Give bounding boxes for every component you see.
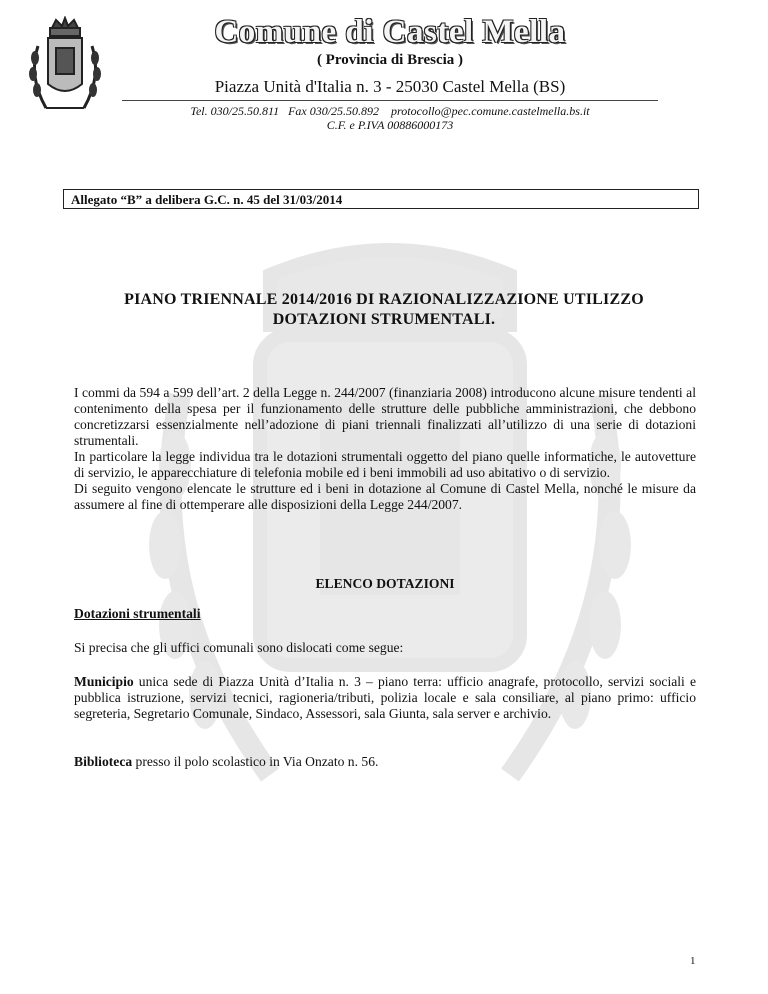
document-title-line-2: DOTAZIONI STRUMENTALI. [272, 311, 496, 328]
contacts-line-tax-code: C.F. e P.IVA 00886000173 [326, 118, 454, 132]
annex-reference-box: Allegato “B” a delibera G.C. n. 45 del 31/03/2014 [63, 189, 699, 209]
header-divider [122, 100, 658, 101]
document-title [70, 290, 698, 330]
address-line: Piazza Unità d'Italia n. 3 - 25030 Castel Mella (BS) [214, 77, 566, 96]
municipality-title: Comune di Castel Mella [214, 14, 566, 50]
intro-sentence-2: In particolare la legge individua tra le dotazioni strumentali oggetto del piano quelle informatiche, le autovetture di servizio, le apparecchiature di telefonia mobile ed i beni immobili ad uso abitativo o di servizio. [74, 449, 696, 480]
biblioteca-label: Biblioteca [74, 754, 133, 769]
subheading: Dotazioni strumentali [74, 606, 201, 621]
intro-sentence-1: I commi da 594 a 599 dell’art. 2 della Legge n. 244/2007 (finanziaria 2008) introducono alcune misure tendenti al contenimento della spesa per il funzionamento delle strutture delle pubbliche amministrazioni, che debbono concretizzarsi essenzialmente nell’adozione di piani triennali finalizzati all’utilizzo di una serie di dotazioni strumentali. [74, 385, 696, 448]
contacts-block [120, 104, 660, 132]
contacts-line-phone-fax-pec: Tel. 030/25.50.811 Fax 030/25.50.892 protocollo@pec.comune.castelmella.bs.it [190, 104, 590, 118]
document-title-line-1: PIANO TRIENNALE 2014/2016 DI RAZIONALIZZAZIONE UTILIZZO [124, 291, 644, 308]
section-heading: ELENCO DOTAZIONI [315, 576, 455, 591]
biblioteca-text: presso il polo scolastico in Via Onzato n. 56. [132, 754, 379, 769]
municipio-text: unica sede di Piazza Unità d’Italia n. 3 – piano terra: ufficio anagrafe, protocollo, servizi sociali e pubblica istruzione, servizi tecnici, ragioneria/tributi, polizia locale e sala consiliare, al piano primo: ufficio segreteria, Segretario Comunale, Sindaco, Assessori, sala Giunta, sala server e archivio. [74, 674, 696, 721]
offices-intro: Si precisa che gli uffici comunali sono dislocati come segue: [74, 640, 404, 655]
municipal-crest-icon [22, 16, 108, 128]
municipio-paragraph [74, 674, 696, 722]
municipio-label: Municipio [74, 674, 134, 689]
page-number: 1 [690, 955, 696, 967]
biblioteca-paragraph [74, 754, 696, 770]
letterhead [0, 0, 768, 170]
intro-paragraph [74, 385, 696, 513]
province-label: ( Provincia di Brescia ) [316, 52, 464, 68]
intro-sentence-3: Di seguito vengono elencate le strutture ed i beni in dotazione al Comune di Castel Mella, nonché le misure da assumere al fine di ottemperare alle disposizioni della Legge 244/2007. [74, 481, 696, 512]
